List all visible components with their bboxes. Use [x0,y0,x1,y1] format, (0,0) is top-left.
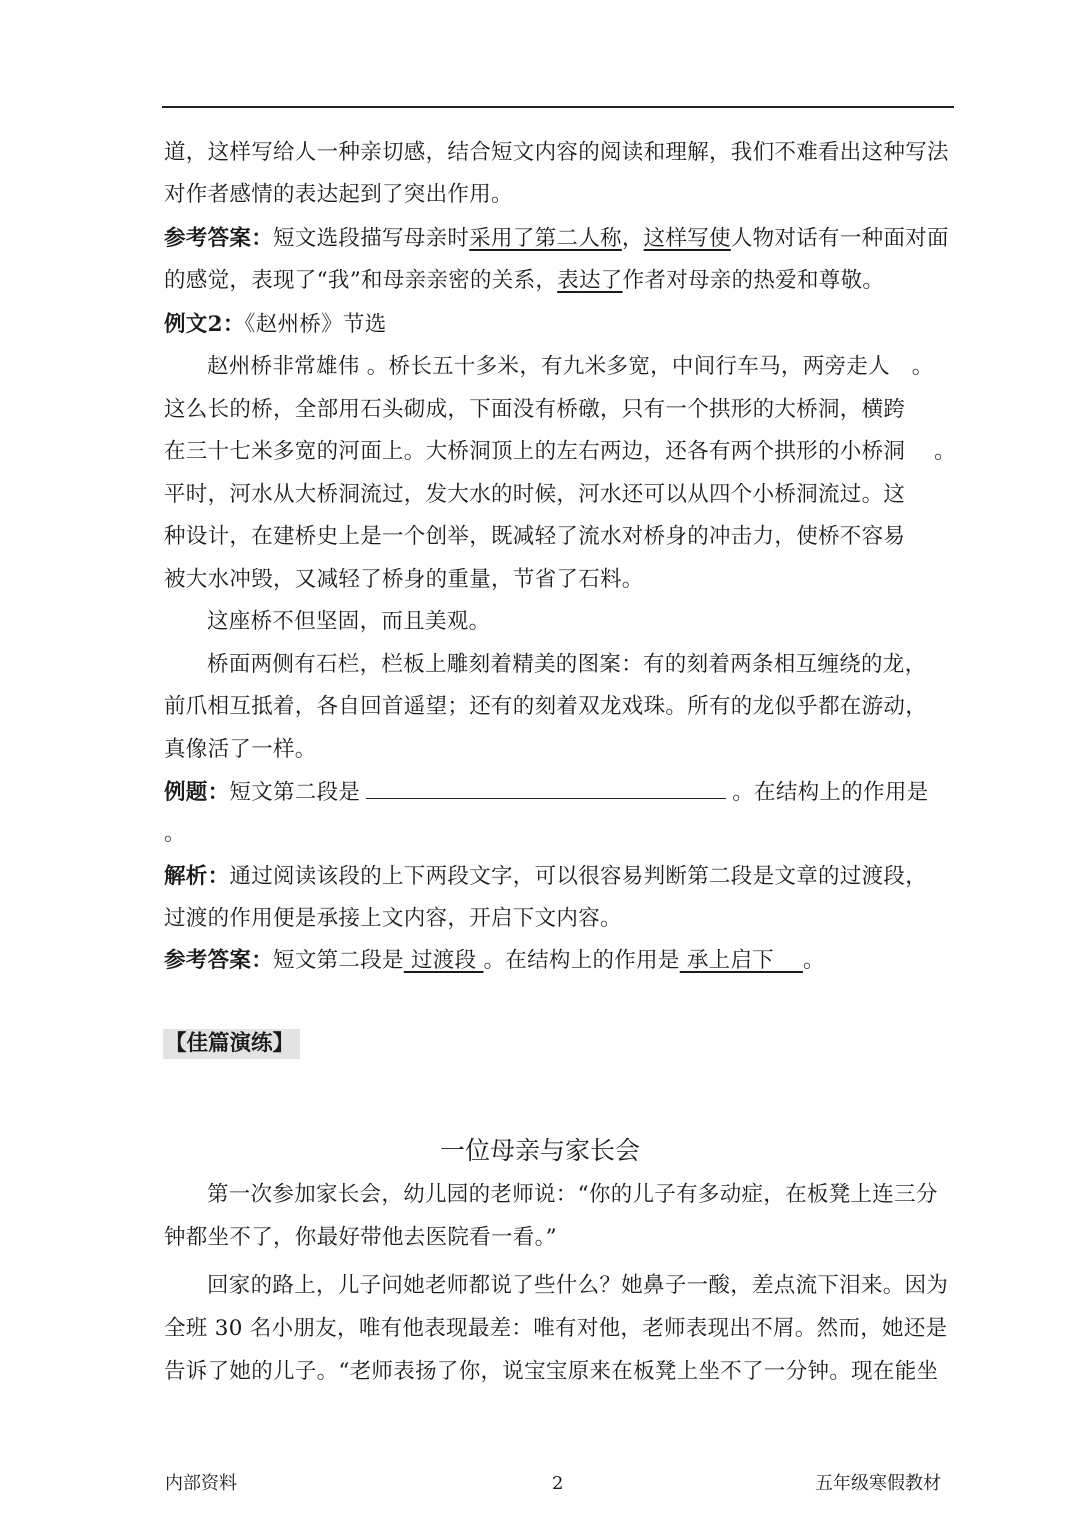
passage-line: 种设计，在建桥史上是一个创举，既减轻了流水对桥身的冲击力，使桥不容易 [164,524,906,549]
fill-answer-2: 承上启下 [679,948,803,973]
underlined-phrase: 表达了 [557,268,623,293]
header-rule [162,106,954,108]
underlined-phrase: 这样写使 [643,226,731,251]
passage-line: 前爪相互抵着，各自回首遥望；还有的刻着双龙戏珠。所有的龙似乎都在游动， [164,694,928,719]
question-label: 例题： [164,780,230,805]
question-end: 。 [164,821,186,846]
section-tag: 【佳篇演练】 [163,1029,300,1059]
passage-line: 赵州桥非常雄伟 。桥长五十多米，有九米多宽，中间行车马，两旁走人 。 [207,354,934,379]
footer-left: 内部资料 [165,1473,237,1494]
passage-line: 真像活了一样。 [164,737,317,762]
analysis-line-1: 解析：通过阅读该段的上下两段文字，可以很容易判断第二段是文章的过渡段， [164,864,928,889]
answer-label: 参考答案： [164,948,274,973]
passage-line: 这座桥不但坚固，而且美观。 [207,609,491,634]
analysis-line-2: 过渡的作用便是承接上文内容，开启下文内容。 [164,906,622,931]
underlined-phrase: 采用了第二人称 [469,226,622,251]
passage-line: 在三十七米多宽的河面上。大桥洞顶上的左右两边，还各有两个拱形的小桥洞 。 [164,439,956,464]
fill-answer-1: 过渡段 [403,948,484,973]
example-label: 例文2： [164,312,245,337]
footer-right: 五年级寒假教材 [815,1473,941,1494]
page-number: 2 [552,1473,564,1494]
text-line: 道，这样写给人一种亲切感，结合短文内容的阅读和理解，我们不难看出这种写法 [164,140,949,165]
analysis-label: 解析： [164,864,230,889]
article-line: 第一次参加家长会，幼儿园的老师说：“你的儿子有多动症，在板凳上连三分 [207,1182,938,1207]
answer-line-1: 参考答案：短文选段描写母亲时采用了第二人称，这样写使人物对话有一种面对面 [164,226,949,251]
question-line: 例题：短文第二段是 。在结构上的作用是 [164,780,929,805]
text-line: 对作者感情的表达起到了突出作用。 [164,182,513,207]
answer2-line: 参考答案：短文第二段是 过渡段 。在结构上的作用是 承上启下 。 [164,948,825,973]
article-title: 一位母亲与家长会 [439,1136,640,1165]
example-title: 《赵州桥》节选 [244,312,387,337]
article-line: 全班 30 名小朋友，唯有他表现最差：唯有对他，老师表现出不屑。然而，她还是 [164,1316,948,1341]
answer-blank [366,778,726,799]
article-line: 钟都坐不了，你最好带他去医院看一看。” [164,1225,557,1250]
example-heading [164,311,387,339]
passage-line: 桥面两侧有石栏，栏板上雕刻着精美的图案：有的刻着两条相互缠绕的龙， [207,652,927,677]
passage-line: 平时，河水从大桥洞流过，发大水的时候，河水还可以从四个小桥洞流过。这 [164,482,906,507]
article-line: 告诉了她的儿子。“老师表扬了你，说宝宝原来在板凳上坐不了一分钟。现在能坐 [164,1359,939,1384]
passage-line: 这么长的桥，全部用石头砌成，下面没有桥礅，只有一个拱形的大桥洞，横跨 [164,397,906,422]
answer-label: 参考答案： [164,226,274,251]
answer-line-2: 的感觉，表现了“我”和母亲亲密的关系，表达了作者对母亲的热爱和尊敬。 [164,268,885,293]
article-line: 回家的路上，儿子问她老师都说了些什么？她鼻子一酸，差点流下泪来。因为 [207,1273,949,1298]
passage-line: 被大水冲毁，又减轻了桥身的重量，节省了石料。 [164,567,644,592]
